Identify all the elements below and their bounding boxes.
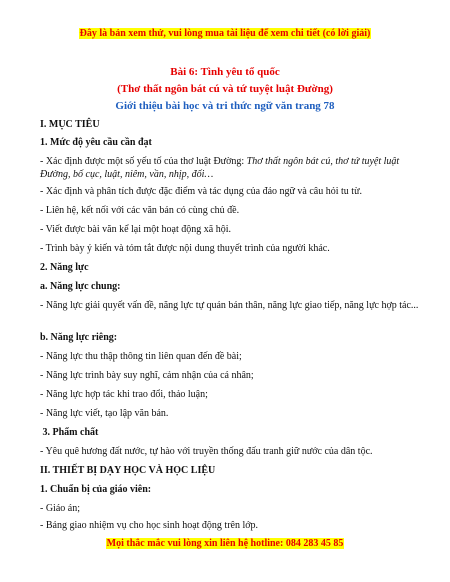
specific-competence-item: - Năng lực hợp tác khi trao đổi, thảo luận;	[40, 389, 208, 400]
subheading-general-competence: a. Năng lực chung:	[40, 281, 121, 292]
goal-item: - Trình bày ý kiến và tóm tắt được nội dung thuyết trình của người khác.	[40, 243, 330, 254]
subheading-requirements: 1. Mức độ yêu cầu cần đạt	[40, 137, 152, 148]
header-notice-text: Đây là bản xem thử, vui lòng mua tài liệu để xem chi tiết (có lời giải)	[79, 28, 371, 39]
specific-competence-item: - Năng lực viết, tạo lập văn bản.	[40, 408, 169, 419]
goal-text: - Xác định được một số yếu tố của thơ luật Đường:	[40, 156, 247, 167]
teacher-prep-item: - Giáo án;	[40, 503, 80, 514]
lesson-subtitle: (Thơ thất ngôn bát cú và tứ tuyệt luật Đường)	[117, 83, 333, 95]
subheading-qualities: 3. Phẩm chất	[40, 427, 99, 438]
specific-competence-item: - Năng lực thu thập thông tin liên quan đến đề bài;	[40, 351, 242, 362]
goal-item: - Viết được bài văn kể lại một hoạt động xã hội.	[40, 224, 231, 235]
subheading-teacher-prep: 1. Chuẩn bị của giáo viên:	[40, 484, 152, 495]
subheading-specific-competence: b. Năng lực riêng:	[40, 332, 118, 343]
header-notice	[0, 28, 450, 40]
footer-notice-text: Mọi thắc mắc vui lòng xin liên hệ hotline: 084 283 45 85	[106, 538, 344, 549]
goal-text-italic: Thơ thất ngôn bát cú, thơ tứ tuyệt luật Đường, bố cục, luật, niêm, vần, nhịp, đối…	[40, 156, 400, 180]
footer-notice	[0, 538, 450, 550]
lesson-title: Bài 6: Tình yêu tổ quốc	[170, 66, 280, 78]
section-heading-objectives: I. MỤC TIÊU	[40, 119, 100, 130]
subheading-competence: 2. Năng lực	[40, 262, 89, 273]
goal-item	[40, 155, 420, 181]
general-competence-text: - Năng lực giải quyết vấn đề, năng lực tự quản bản thân, năng lực giao tiếp, năng lực hợp tác...	[40, 300, 419, 311]
section-heading-equipment: II. THIẾT BỊ DẠY HỌC VÀ HỌC LIỆU	[40, 465, 216, 476]
goal-item: - Xác định và phân tích được đặc điểm và tác dụng của đảo ngữ và câu hỏi tu từ.	[40, 186, 362, 197]
teacher-prep-item: - Bảng giao nhiệm vụ cho học sinh hoạt động trên lớp.	[40, 520, 259, 531]
lesson-section: Giới thiệu bài học và tri thức ngữ văn trang 78	[115, 100, 335, 112]
specific-competence-item: - Năng lực trình bày suy nghĩ, cảm nhận của cá nhân;	[40, 370, 254, 381]
goal-item: - Liên hệ, kết nối với các văn bản có cùng chủ đề.	[40, 205, 240, 216]
quality-item: - Yêu quê hương đất nước, tự hào với truyền thống đấu tranh giữ nước của dân tộc.	[40, 446, 373, 457]
